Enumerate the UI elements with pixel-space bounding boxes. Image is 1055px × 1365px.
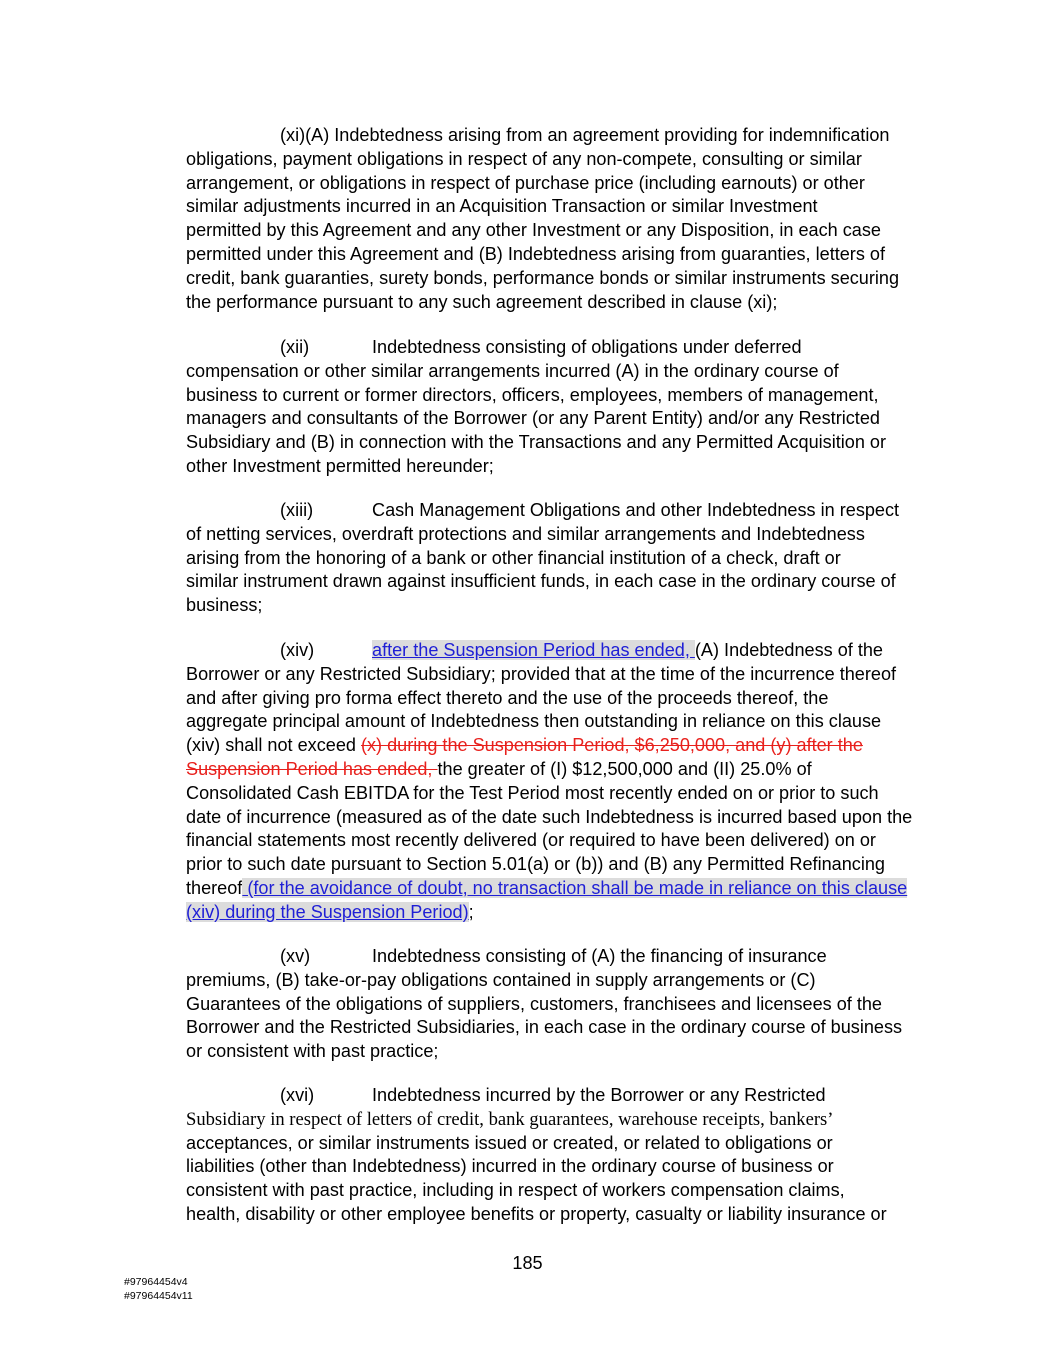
paragraph-xii-line-1: (xii) Indebtedness consisting of obligations under deferred <box>186 336 932 360</box>
paragraph-xiv-line-4: aggregate principal amount of Indebtedness then outstanding in reliance on this clause <box>186 711 882 732</box>
paragraph-xv-line-1: (xv) Indebtedness consisting of (A) the financing of insurance <box>186 945 932 969</box>
paragraph-xii-line-6: other Investment permitted hereunder; <box>186 455 494 476</box>
deleted-text: Suspension Period has ended, <box>186 758 438 779</box>
paragraph-xiii-line-5: business; <box>186 595 263 616</box>
paragraph-xiv-line-2: Borrower or any Restricted Subsidiary; provided that at the time of the incurrence thereof <box>186 663 897 684</box>
paragraph-xi-line-4: similar adjustments incurred in an Acquisition Transaction or similar Investment <box>186 196 818 217</box>
paragraph-xvi-line-3: acceptances, or similar instruments issued or created, or related to obligations or <box>186 1132 833 1153</box>
paragraph-xii-line-3: business to current or former directors, officers, employees, members of management, <box>186 384 879 405</box>
doc-id-footer-1: #97964454v4 <box>124 1276 188 1288</box>
paragraph-xii-line-5: Subsidiary and (B) in connection with the Transactions and any Permitted Acquisition or <box>186 432 887 453</box>
paragraph-xiv-line-5: (xiv) shall not exceed (x) during the Suspension Period, $6,250,000, and (y) after the <box>186 735 863 756</box>
paragraph-xiii <box>186 499 932 618</box>
paragraph-xii <box>186 336 932 479</box>
clause-label-xii: (xii) <box>280 337 310 357</box>
paragraph-xiv-line-1: (xiv) after the Suspension Period has ended, (A) Indebtedness of the <box>186 639 932 663</box>
paragraph-xiii-line-3: arising from the honoring of a bank or other financial institution of a check, draft or <box>186 547 841 568</box>
paragraph-xv-line-4: Borrower and the Restricted Subsidiaries, in each case in the ordinary course of business <box>186 1017 903 1038</box>
paragraph-xvi <box>186 1084 932 1227</box>
paragraph-xi-line-5: permitted by this Agreement and any other Investment or any Disposition, in each case <box>186 220 881 241</box>
paragraph-xv-line-5: or consistent with past practice; <box>186 1041 439 1062</box>
page-number: 185 <box>512 1253 543 1273</box>
paragraph-xvi-line-4: liabilities (other than Indebtedness) incurred in the ordinary course of business or <box>186 1156 834 1177</box>
paragraph-xiv-line-3: and after giving pro forma effect thereto and the use of the proceeds thereof, the <box>186 687 829 708</box>
paragraph-xi <box>186 124 932 314</box>
paragraph-xiii-line-4: similar instrument drawn against insufficient funds, in each case in the ordinary course of <box>186 571 896 592</box>
paragraph-xii-line-4: managers and consultants of the Borrower (or any Parent Entity) and/or any Restricted <box>186 408 880 429</box>
doc-id-footer-2: #97964454v11 <box>124 1290 193 1302</box>
paragraph-xiii-line-1: (xiii) Cash Management Obligations and other Indebtedness in respect <box>186 499 932 523</box>
paragraph-xiv <box>186 639 932 925</box>
paragraph-xi-line-2: obligations, payment obligations in respect of any non-compete, consulting or similar <box>186 148 862 169</box>
deleted-text: (x) during the Suspension Period, $6,250,000, and (y) after the <box>360 735 863 756</box>
inserted-text: (xiv) during the Suspension Period) <box>186 901 469 922</box>
inserted-text: after the Suspension Period has ended, <box>372 640 695 660</box>
clause-label-xv: (xv) <box>280 946 311 966</box>
paragraph-xiii-line-2: of netting services, overdraft protections and similar arrangements and Indebtedness <box>186 523 865 544</box>
paragraph-xvi-line-1: (xvi) Indebtedness incurred by the Borrower or any Restricted <box>186 1084 932 1108</box>
clause-label-xiii: (xiii) <box>280 500 314 520</box>
clause-label-xvi: (xvi) <box>280 1085 315 1105</box>
inserted-text: (for the avoidance of doubt, no transaction shall be made in reliance on this clause <box>242 877 908 898</box>
paragraph-xv <box>186 945 932 1064</box>
paragraph-xiv-line-11: thereof (for the avoidance of doubt, no transaction shall be made in reliance on this clause <box>186 877 908 898</box>
paragraph-xvi-line-2: Subsidiary in respect of letters of credit, bank guarantees, warehouse receipts, bankers’ <box>186 1108 834 1130</box>
paragraph-xvi-line-5: consistent with past practice, including in respect of workers compensation claims, <box>186 1180 845 1201</box>
paragraph-xiv-line-12: (xiv) during the Suspension Period); <box>186 901 474 922</box>
paragraph-xiv-line-8: date of incurrence (measured as of the date such Indebtedness is incurred based upon the <box>186 806 913 827</box>
paragraph-xiv-line-6: Suspension Period has ended, the greater of (I) $12,500,000 and (II) 25.0% of <box>186 758 812 779</box>
paragraph-xii-line-2: compensation or other similar arrangements incurred (A) in the ordinary course of <box>186 360 839 381</box>
paragraph-xiv-line-7: Consolidated Cash EBITDA for the Test Period most recently ended on or prior to such <box>186 782 879 803</box>
paragraph-xv-line-3: Guarantees of the obligations of suppliers, customers, franchisees and licensees of the <box>186 993 882 1014</box>
paragraph-xi-line-1: (xi)(A) Indebtedness arising from an agreement providing for indemnification <box>280 125 890 145</box>
paragraph-xiv-line-9: financial statements most recently delivered (or required to have been delivered) on or <box>186 830 876 851</box>
paragraph-xi-line-8: the performance pursuant to any such agreement described in clause (xi); <box>186 291 778 312</box>
paragraph-xi-line-7: credit, bank guaranties, surety bonds, performance bonds or similar instruments securing <box>186 267 900 288</box>
paragraph-xi-line-3: arrangement, or obligations in respect of purchase price (including earnouts) or other <box>186 172 865 193</box>
paragraph-xvi-line-6: health, disability or other employee benefits or property, casualty or liability insurance or <box>186 1203 887 1224</box>
paragraph-xiv-line-10: prior to such date pursuant to Section 5.01(a) or (b)) and (B) any Permitted Refinancing <box>186 854 885 875</box>
clause-label-xiv: (xiv) <box>280 640 315 660</box>
clause-label-xi: (xi) <box>280 125 306 145</box>
paragraph-xv-line-2: premiums, (B) take-or-pay obligations contained in supply arrangements or (C) <box>186 969 816 990</box>
paragraph-xi-line-6: permitted under this Agreement and (B) Indebtedness arising from guaranties, letters of <box>186 243 885 264</box>
